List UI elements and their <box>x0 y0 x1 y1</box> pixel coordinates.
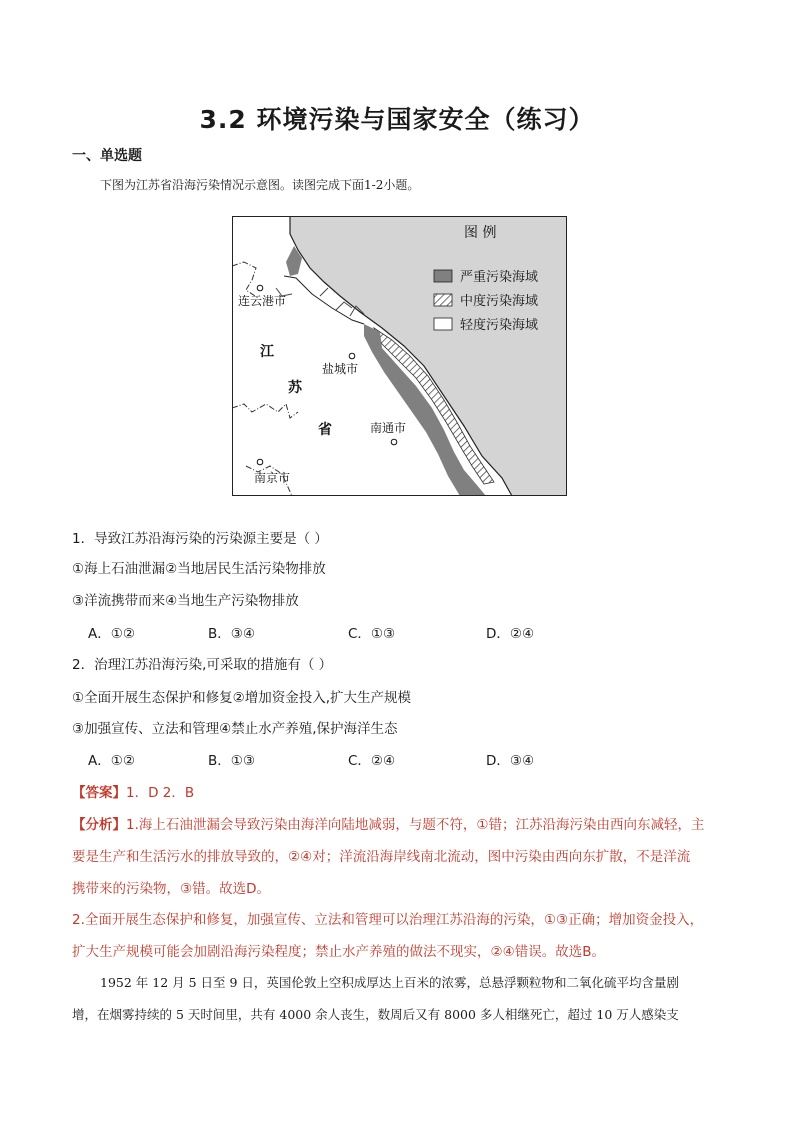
analysis-line-2: 要是生产和生活污水的排放导致的，②④对；洋流沿海岸线南北流动，图中污染由西向东扩散，不是洋流 <box>72 849 691 865</box>
city-label-nanjing: 南京市 <box>254 471 291 485</box>
city-marker-nantong <box>391 439 397 445</box>
legend-swatch-severe <box>434 270 452 282</box>
legend-title: 图 例 <box>464 225 497 241</box>
city-marker-lianyungang <box>257 285 263 291</box>
question-1-option-c[interactable]: C．①③ <box>348 626 396 642</box>
question-1-stem: 1．导致江苏沿海污染的污染源主要是（ ） <box>72 531 328 547</box>
question-1-items-1: ①海上石油泄漏②当地居民生活污染物排放 <box>72 561 326 577</box>
page-title: 3.2 环境污染与国家安全（练习） <box>199 105 595 134</box>
analysis-text-1: 1.海上石油泄漏会导致污染由海洋向陆地减弱，与题不符，①错；江苏沿海污染由西向东减轻，主 <box>126 817 705 833</box>
section-heading: 一、单选题 <box>72 148 142 164</box>
analysis-line-1 <box>72 813 704 833</box>
sea-area <box>290 216 567 496</box>
question-2-items-1: ①全面开展生态保护和修复②增加资金投入,扩大生产规模 <box>72 690 411 706</box>
question-2-option-d[interactable]: D．③④ <box>486 753 535 769</box>
question-1-items-2: ③洋流携带而来④当地生产污染物排放 <box>72 593 299 609</box>
analysis-line-3: 携带来的污染物，③错。故选D。 <box>72 881 270 897</box>
analysis-line-5: 扩大生产规模可能会加剧沿海污染程度；禁止水产养殖的做法不现实，②④错误。故选B。 <box>72 944 605 960</box>
question-2-option-a[interactable]: A．①② <box>88 753 135 769</box>
legend-swatch-moderate <box>434 294 452 306</box>
city-marker-yancheng <box>349 353 355 359</box>
intro-text: 下图为江苏省沿海污染情况示意图。读图完成下面1-2小题。 <box>100 178 420 192</box>
question-2-option-c[interactable]: C．②④ <box>348 753 396 769</box>
question-1-option-d[interactable]: D．②④ <box>486 626 535 642</box>
city-marker-nanjing <box>257 459 263 465</box>
city-label-nantong: 南通市 <box>370 421 407 435</box>
legend-label-severe: 严重污染海域 <box>460 270 539 285</box>
passage-line-2: 增，在烟雾持续的 5 天时间里，共有 4000 余人丧生，数周后又有 8000 多人相继死亡，超过 10 万人感染支 <box>72 1007 679 1022</box>
answer-label: 【答案】 <box>72 785 126 801</box>
question-1-option-b[interactable]: B．③④ <box>208 626 255 642</box>
answer-text: 1．D 2．B <box>126 785 195 801</box>
legend-label-light: 轻度污染海域 <box>460 318 539 333</box>
answer-row <box>72 781 194 801</box>
city-label-lianyungang: 连云港市 <box>238 294 287 308</box>
legend-label-moderate: 中度污染海域 <box>460 294 539 309</box>
city-label-yancheng: 盐城市 <box>322 362 359 376</box>
passage-line-1: 1952 年 12 月 5 日至 9 日，英国伦敦上空积成厚达上百米的浓雾，总悬浮颗粒物和二氧化硫平均含量剧 <box>100 975 679 990</box>
question-2-stem: 2．治理江苏沿海污染,可采取的措施有（ ） <box>72 657 333 673</box>
question-1-option-a[interactable]: A．①② <box>88 626 135 642</box>
question-2-items-2: ③加强宣传、立法和管理④禁止水产养殖,保护海洋生态 <box>72 721 398 737</box>
question-2-option-b[interactable]: B．①③ <box>208 753 255 769</box>
legend-swatch-light <box>434 318 452 330</box>
analysis-label: 【分析】 <box>72 817 126 833</box>
province-char-2: 苏 <box>288 380 302 396</box>
province-char-1: 江 <box>260 344 274 360</box>
analysis-line-4: 2.全面开展生态保护和修复，加强宣传、立法和管理可以治理江苏沿海的污染，①③正确；增加资金投入， <box>72 912 704 928</box>
pollution-map <box>232 216 567 496</box>
province-char-3: 省 <box>318 422 332 438</box>
